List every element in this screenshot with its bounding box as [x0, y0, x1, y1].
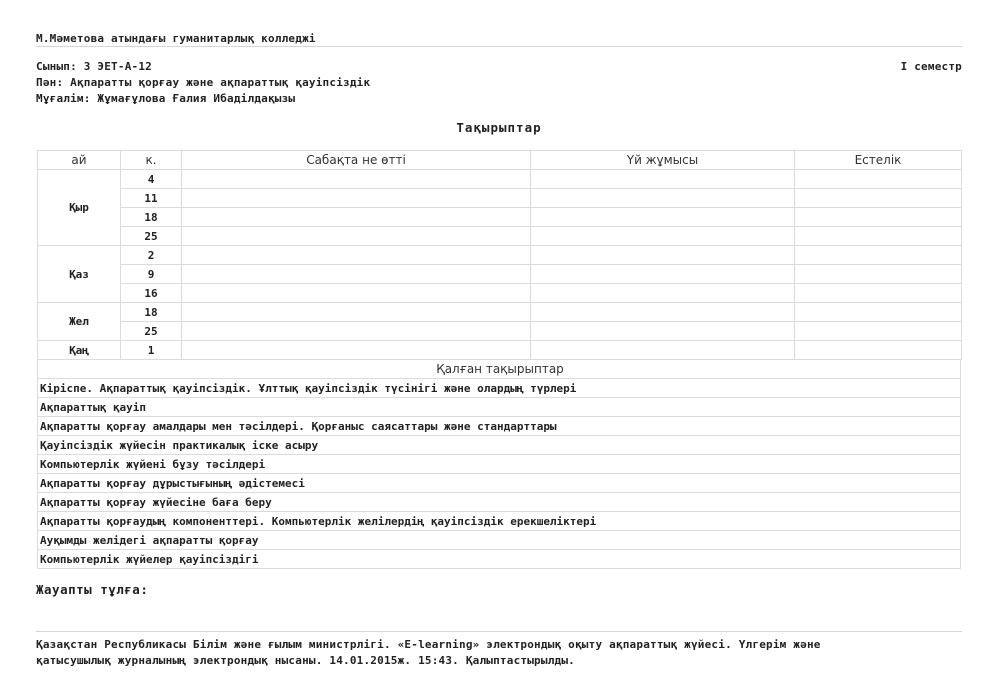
homework-cell — [531, 322, 795, 341]
responsible-person-label: Жауапты тұлға: — [36, 582, 149, 597]
table-row — [38, 284, 962, 303]
notes-cell — [795, 322, 962, 341]
group-label: Сынып: 3 ЭЕТ-А-12 — [36, 60, 152, 73]
day-cell: 25 — [121, 322, 182, 341]
topics-title: Тақырыптар — [456, 120, 542, 135]
lesson-cell — [182, 189, 531, 208]
day-cell: 1 — [121, 341, 182, 360]
homework-cell — [531, 170, 795, 189]
table-row — [38, 493, 961, 512]
topic-item: Кіріспе. Ақпараттық қауіпсіздік. Ұлттық қауіпсіздік түсінігі және олардың түрлері — [38, 379, 961, 398]
table-row — [38, 246, 962, 265]
month-cell: Жел — [38, 303, 121, 341]
footer-line-2: қатысушылық журналының электрондық нысаны. 14.01.2015ж. 15:43. Қалыптастырылды. — [36, 654, 575, 667]
topic-item: Қауіпсіздік жүйесін практикалық іске асыру — [38, 436, 961, 455]
table-row — [38, 170, 962, 189]
table-row — [38, 227, 962, 246]
topic-item: Ақпаратты қорғау амалдары мен тәсілдері. Қорғаныс саясаттары және стандарттары — [38, 417, 961, 436]
remaining-topics-table — [37, 359, 961, 569]
lesson-cell — [182, 322, 531, 341]
teacher-label: Мұғалім: Жұмағұлова Ғалия Ибадiлдақызы — [36, 92, 296, 105]
remaining-topics-title: Қалған тақырыптар — [38, 360, 961, 379]
day-cell: 16 — [121, 284, 182, 303]
college-name: М.Мәметова атындағы гуманитарлық колледжі — [36, 32, 316, 45]
table-row — [38, 474, 961, 493]
table-row — [38, 455, 961, 474]
notes-cell — [795, 341, 962, 360]
month-cell: Қаң — [38, 341, 121, 360]
class-info — [36, 60, 962, 108]
table-row — [38, 189, 962, 208]
footer-line-1: Қазақстан Республикасы Білім және ғылым министрлігі. «E-learning» электрондық оқыту ақпараттық жүйесі. Үлгерім және — [36, 638, 821, 651]
homework-cell — [531, 341, 795, 360]
notes-cell — [795, 303, 962, 322]
homework-cell — [531, 208, 795, 227]
lesson-cell — [182, 208, 531, 227]
homework-cell — [531, 189, 795, 208]
notes-cell — [795, 208, 962, 227]
table-row — [38, 265, 962, 284]
topic-item: Ақпаратты қорғау жүйесіне баға беру — [38, 493, 961, 512]
month-cell: Қыр — [38, 170, 121, 246]
table-row — [38, 208, 962, 227]
day-cell: 18 — [121, 208, 182, 227]
table-row — [38, 550, 961, 569]
table-row — [38, 417, 961, 436]
table-row — [38, 379, 961, 398]
day-cell: 18 — [121, 303, 182, 322]
day-cell: 9 — [121, 265, 182, 284]
lesson-cell — [182, 303, 531, 322]
column-header-homework: Үй жұмысы — [531, 151, 795, 170]
topic-item: Ақпаратты қорғаудың компоненттері. Компьютерлік желілердің қауіпсіздік ерекшеліктері — [38, 512, 961, 531]
day-cell: 2 — [121, 246, 182, 265]
notes-cell — [795, 227, 962, 246]
homework-cell — [531, 227, 795, 246]
column-header-month: ай — [38, 151, 121, 170]
table-row — [38, 436, 961, 455]
notes-cell — [795, 265, 962, 284]
schedule-header-row — [38, 151, 962, 170]
lesson-cell — [182, 284, 531, 303]
remaining-header-row — [38, 360, 961, 379]
topic-item: Компьютерлік жүйелер қауіпсіздігі — [38, 550, 961, 569]
lesson-cell — [182, 170, 531, 189]
footer-note — [36, 637, 962, 669]
lesson-cell — [182, 227, 531, 246]
notes-cell — [795, 189, 962, 208]
homework-cell — [531, 303, 795, 322]
homework-cell — [531, 284, 795, 303]
day-cell: 4 — [121, 170, 182, 189]
lesson-cell — [182, 265, 531, 284]
table-row — [38, 398, 961, 417]
topic-item: Ақпараттық қауіп — [38, 398, 961, 417]
table-row — [38, 512, 961, 531]
schedule-table — [37, 150, 962, 360]
header-divider — [36, 46, 962, 47]
semester-label: I семестр — [900, 60, 962, 73]
topic-item: Ақпаратты қорғау дұрыстығының әдістемесі — [38, 474, 961, 493]
column-header-lesson: Сабақта не өтті — [182, 151, 531, 170]
notes-cell — [795, 170, 962, 189]
month-cell: Қаз — [38, 246, 121, 303]
notes-cell — [795, 246, 962, 265]
topic-item: Ауқымды желідегі ақпаратты қорғау — [38, 531, 961, 550]
footer-divider — [36, 631, 962, 632]
lesson-cell — [182, 246, 531, 265]
column-header-notes: Естелік — [795, 151, 962, 170]
notes-cell — [795, 284, 962, 303]
table-row — [38, 303, 962, 322]
topic-item: Компьютерлік жүйені бұзу тәсілдері — [38, 455, 961, 474]
homework-cell — [531, 246, 795, 265]
table-row — [38, 322, 962, 341]
subject-label: Пән: Ақпаратты қорғау және ақпараттық қауіпсіздік — [36, 76, 371, 89]
table-row — [38, 531, 961, 550]
day-cell: 25 — [121, 227, 182, 246]
homework-cell — [531, 265, 795, 284]
lesson-cell — [182, 341, 531, 360]
table-row — [38, 341, 962, 360]
column-header-day: к. — [121, 151, 182, 170]
day-cell: 11 — [121, 189, 182, 208]
